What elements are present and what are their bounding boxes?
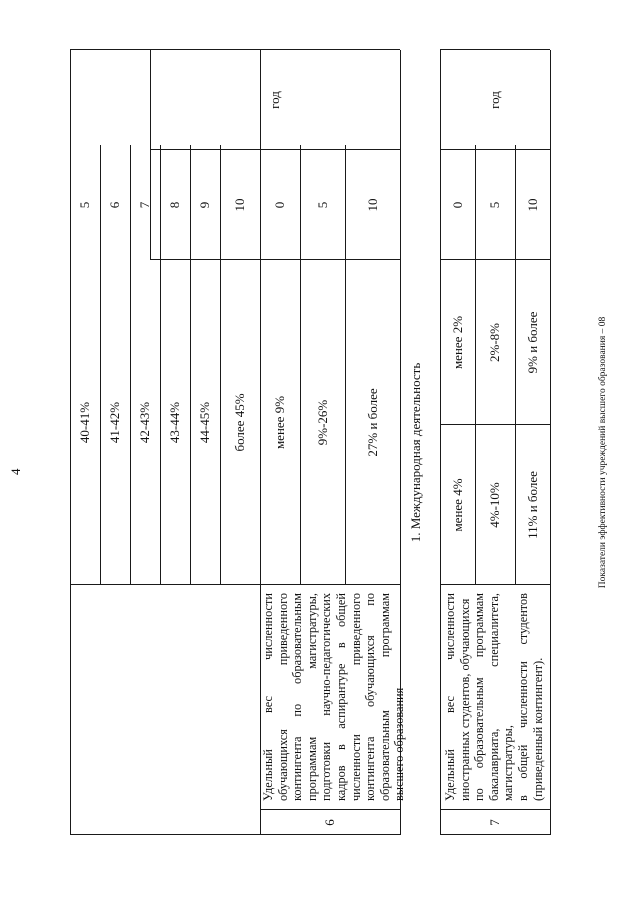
description-line (319, 593, 334, 801)
range-cell: менее 9% (272, 395, 287, 450)
range-cell: 40-41% (77, 401, 92, 444)
period-cell: год (267, 91, 282, 109)
range-cell: 2%-8% (487, 323, 502, 362)
word: образовательным (290, 593, 305, 684)
table-border (550, 50, 551, 835)
description-line (276, 593, 291, 801)
score-cell: 7 (137, 201, 152, 209)
word: численности (261, 593, 275, 660)
score-cell: 5 (314, 201, 330, 209)
word: приведенного (275, 593, 290, 666)
word: численности (348, 734, 363, 801)
word: специалитета, (486, 593, 501, 667)
description-line (458, 593, 473, 801)
description-line (531, 593, 546, 801)
word: образовательным (472, 677, 487, 769)
word: студентов (515, 593, 530, 645)
word: программам (472, 593, 487, 658)
indicator-description (443, 593, 545, 801)
score-cell: 0 (449, 201, 465, 209)
score-cell: 6 (107, 201, 122, 209)
range-cell: 41-42% (107, 401, 122, 444)
word: кадров (333, 765, 348, 801)
range-cell: 9% и более (524, 311, 540, 374)
description-line (392, 593, 407, 801)
word: образовательным (377, 710, 392, 801)
word: магистратуры, (501, 725, 516, 801)
word: Удельный (261, 749, 275, 801)
range-cell: менее 2% (449, 315, 465, 370)
page-footer: Показатели эффективности учреждений высшего образования – 08 (598, 316, 608, 589)
row-number: 7 (487, 819, 502, 826)
word: (приведенный контингент). (530, 657, 545, 801)
word: иностранных студентов, обучающихся (457, 598, 472, 801)
word: приведенного (348, 593, 363, 666)
word: по (290, 703, 305, 717)
word: аспирантуре (333, 663, 348, 729)
description-line (472, 593, 487, 801)
score-cell: 10 (364, 198, 380, 212)
description-line (261, 593, 276, 801)
range-cell: 43-44% (167, 401, 182, 444)
word: в (515, 795, 530, 801)
description-line (334, 593, 349, 801)
word: бакалавриата, (486, 728, 501, 801)
word: подготовки (319, 741, 334, 801)
description-line (487, 593, 502, 801)
word: вес (443, 696, 457, 713)
description-line (501, 593, 516, 801)
score-cell: 0 (272, 201, 287, 209)
range-cell: 27% и более (364, 388, 380, 457)
word: магистратуры, (304, 593, 319, 669)
range-cell: 42-43% (137, 401, 152, 444)
word: численности (443, 593, 457, 660)
range-cell: 4%-10% (487, 482, 502, 528)
word: вес (261, 696, 275, 713)
score-cell: 5 (487, 201, 502, 209)
word: общей (515, 744, 530, 779)
score-cell: 9 (197, 201, 212, 209)
range-cell: менее 4% (449, 478, 465, 532)
indicator-description (261, 593, 407, 801)
range-cell: 44-45% (197, 401, 212, 444)
word: Удельный (443, 749, 457, 801)
description-line (516, 593, 531, 801)
score-cell: 8 (167, 201, 182, 209)
word: по (363, 593, 378, 606)
word: в (333, 642, 348, 649)
word: по (472, 788, 487, 801)
word: высшего образования (392, 687, 407, 801)
word: научно-педагогических (319, 593, 334, 716)
section-heading: 1. Международная деятельность (408, 362, 423, 543)
description-line (349, 593, 364, 801)
description-line (363, 593, 378, 801)
page-number: 4 (8, 468, 23, 475)
description-line (305, 593, 320, 801)
word: контингента (363, 736, 378, 801)
description-line (443, 593, 458, 801)
word: программам (377, 593, 392, 658)
description-line (290, 593, 305, 801)
row-number: 6 (322, 819, 337, 826)
score-cell: 5 (77, 201, 92, 209)
range-cell: 11% и более (524, 471, 540, 539)
word: обучающихся (363, 635, 378, 708)
word: контингента (290, 736, 305, 801)
word: общей (333, 593, 348, 627)
range-cell: 9%-26% (314, 399, 330, 446)
score-cell: 10 (232, 198, 247, 212)
score-cell: 10 (524, 198, 540, 212)
description-line (378, 593, 393, 801)
range-cell: более 45% (232, 393, 247, 452)
word: программам (304, 736, 319, 801)
word: численности (515, 661, 530, 729)
word: в (333, 744, 348, 750)
word: обучающихся (275, 729, 290, 801)
period-cell: год (487, 91, 502, 109)
